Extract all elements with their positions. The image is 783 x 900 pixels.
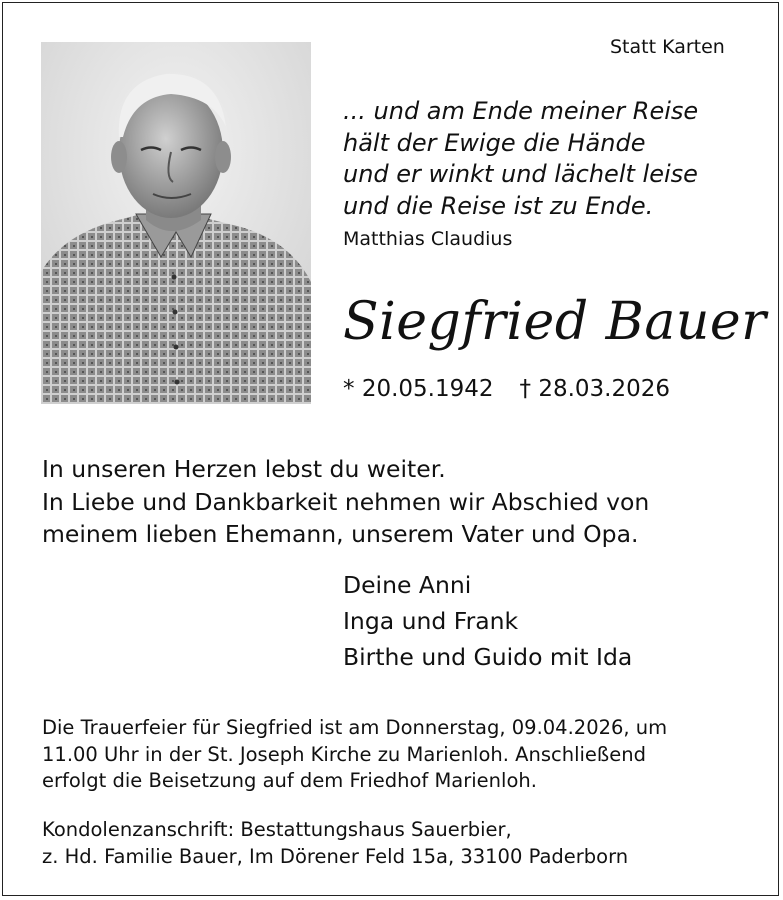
condolence-line: Kondolenzanschrift: Bestattungshaus Sauerbier, — [42, 818, 512, 841]
message-line: In Liebe und Dankbarkeit nehmen wir Abschied von — [42, 487, 650, 516]
poem — [343, 96, 698, 222]
birth-symbol: * — [343, 376, 355, 402]
condolence-line: z. Hd. Familie Bauer, Im Dörener Feld 15a, 33100 Paderborn — [42, 844, 629, 868]
condolence-address — [42, 817, 628, 870]
statt-karten-label: Statt Karten — [610, 36, 725, 58]
family-line: Inga und Frank — [343, 607, 519, 635]
portrait-photo — [41, 42, 311, 404]
message-line: In unseren Herzen lebst du weiter. — [42, 455, 446, 483]
message-line: meinem lieben Ehemann, unserem Vater und Opa. — [42, 520, 639, 548]
poem-line: und die Reise ist zu Ende. — [343, 191, 654, 220]
poem-line: ... und am Ende meiner Reise — [343, 97, 699, 125]
farewell-message — [42, 453, 649, 551]
ceremony-line: erfolgt die Beisetzung auf dem Friedhof Marienloh. — [42, 769, 537, 792]
ceremony-line: 11.00 Uhr in der St. Joseph Kirche zu Marienloh. Anschließend — [42, 742, 646, 766]
family-line: Deine Anni — [343, 571, 472, 599]
ceremony-line: Die Trauerfeier für Siegfried ist am Donnerstag, 09.04.2026, um — [42, 716, 668, 739]
deceased-name: Siegfried Bauer — [343, 292, 767, 352]
death-date: 28.03.2026 — [538, 376, 671, 402]
poem-line: hält der Ewige die Hände — [343, 128, 646, 157]
family-line: Birthe und Guido mit Ida — [343, 643, 633, 671]
death-symbol: † — [519, 376, 532, 402]
life-dates — [343, 376, 670, 402]
ceremony-info — [42, 715, 667, 795]
poem-line: und er winkt und lächelt leise — [343, 160, 698, 188]
poem-author: Matthias Claudius — [343, 228, 513, 250]
birth-date: 20.05.1942 — [361, 376, 494, 402]
family-signatures — [343, 567, 632, 675]
